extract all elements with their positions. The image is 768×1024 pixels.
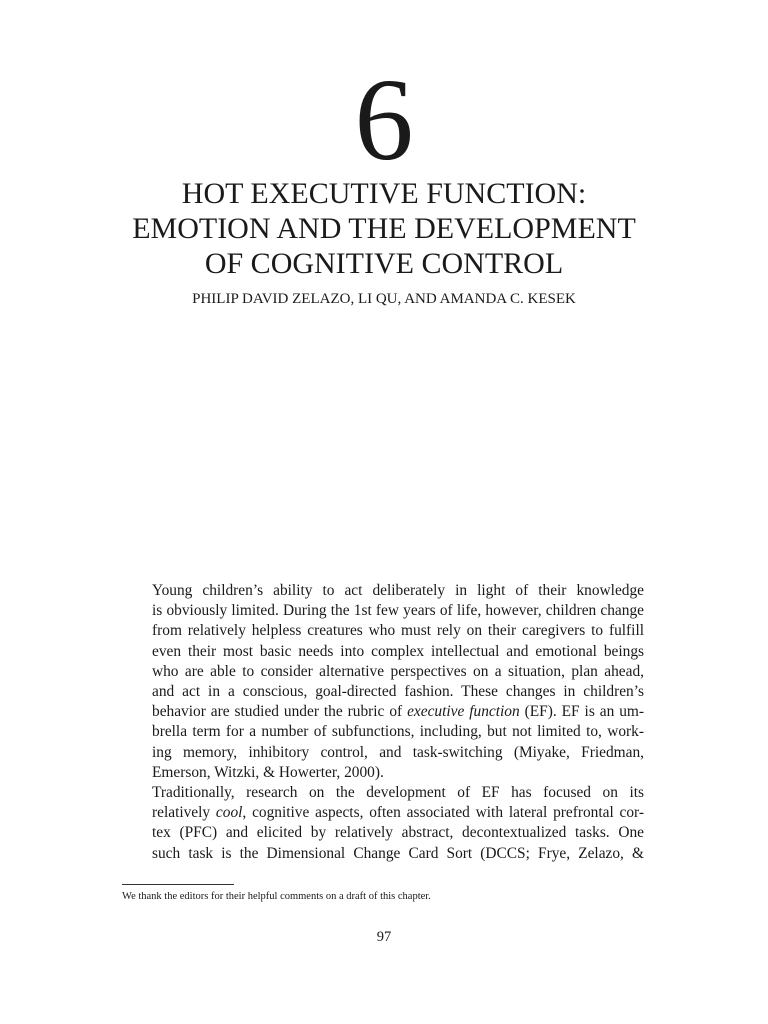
text-segment: relatively xyxy=(152,804,216,822)
text-line: ing memory, inhibitory control, and task-switching (Miyake, Friedman, xyxy=(152,743,644,761)
body-text xyxy=(122,581,644,864)
italic-term: cool xyxy=(215,804,243,822)
author-list: PHILIP DAVID ZELAZO, LI QU, AND AMANDA C. KESEK xyxy=(192,291,576,307)
text-segment: , cognitive aspects, often associated with lateral prefrontal cor- xyxy=(242,804,645,822)
text-line: Emerson, Witzki, & Howerter, 2000). xyxy=(152,763,384,781)
text-line: who are able to consider alternative perspectives on a situation, plan ahead, xyxy=(152,662,644,680)
text-line xyxy=(122,803,644,823)
text-line: tex (PFC) and elicited by relatively abstract, decontextualized tasks. One xyxy=(152,824,644,842)
paragraph xyxy=(122,783,644,864)
chapter-title-line: HOT EXECUTIVE FUNCTION: xyxy=(181,177,587,210)
chapter-title-line: OF COGNITIVE CONTROL xyxy=(204,247,564,280)
text-line: Young children’s ability to act deliberately in light of their knowledge xyxy=(152,582,644,599)
page-number: 97 xyxy=(376,929,392,945)
text-segment: behavior are studied under the rubric of xyxy=(152,703,408,721)
paragraph xyxy=(122,581,644,783)
text-line: brella term for a number of subfunctions, including, but not limited to, work- xyxy=(152,723,644,741)
chapter-number: 6 xyxy=(354,54,414,185)
italic-term: executive function xyxy=(407,703,520,721)
text-line: even their most basic needs into complex intellectual and emotional beings xyxy=(152,642,644,660)
text-line: from relatively helpless creatures who must rely on their caregivers to fulfill xyxy=(152,622,644,640)
text-line xyxy=(122,702,644,722)
text-line: such task is the Dimensional Change Card Sort (DCCS; Frye, Zelazo, & xyxy=(152,844,644,862)
text-line: Traditionally, research on the development of EF has focused on its xyxy=(152,784,644,802)
text-line: and act in a conscious, goal-directed fashion. These changes in children’s xyxy=(152,683,644,701)
chapter-title-line: EMOTION AND THE DEVELOPMENT xyxy=(132,212,636,245)
footnote-divider xyxy=(122,884,234,885)
text-line: is obviously limited. During the 1st few years of life, however, children change xyxy=(152,602,644,620)
footnote: We thank the editors for their helpful comments on a draft of this chapter. xyxy=(122,891,431,902)
chapter-title xyxy=(90,176,678,281)
text-segment: (EF). EF is an um- xyxy=(519,703,645,721)
